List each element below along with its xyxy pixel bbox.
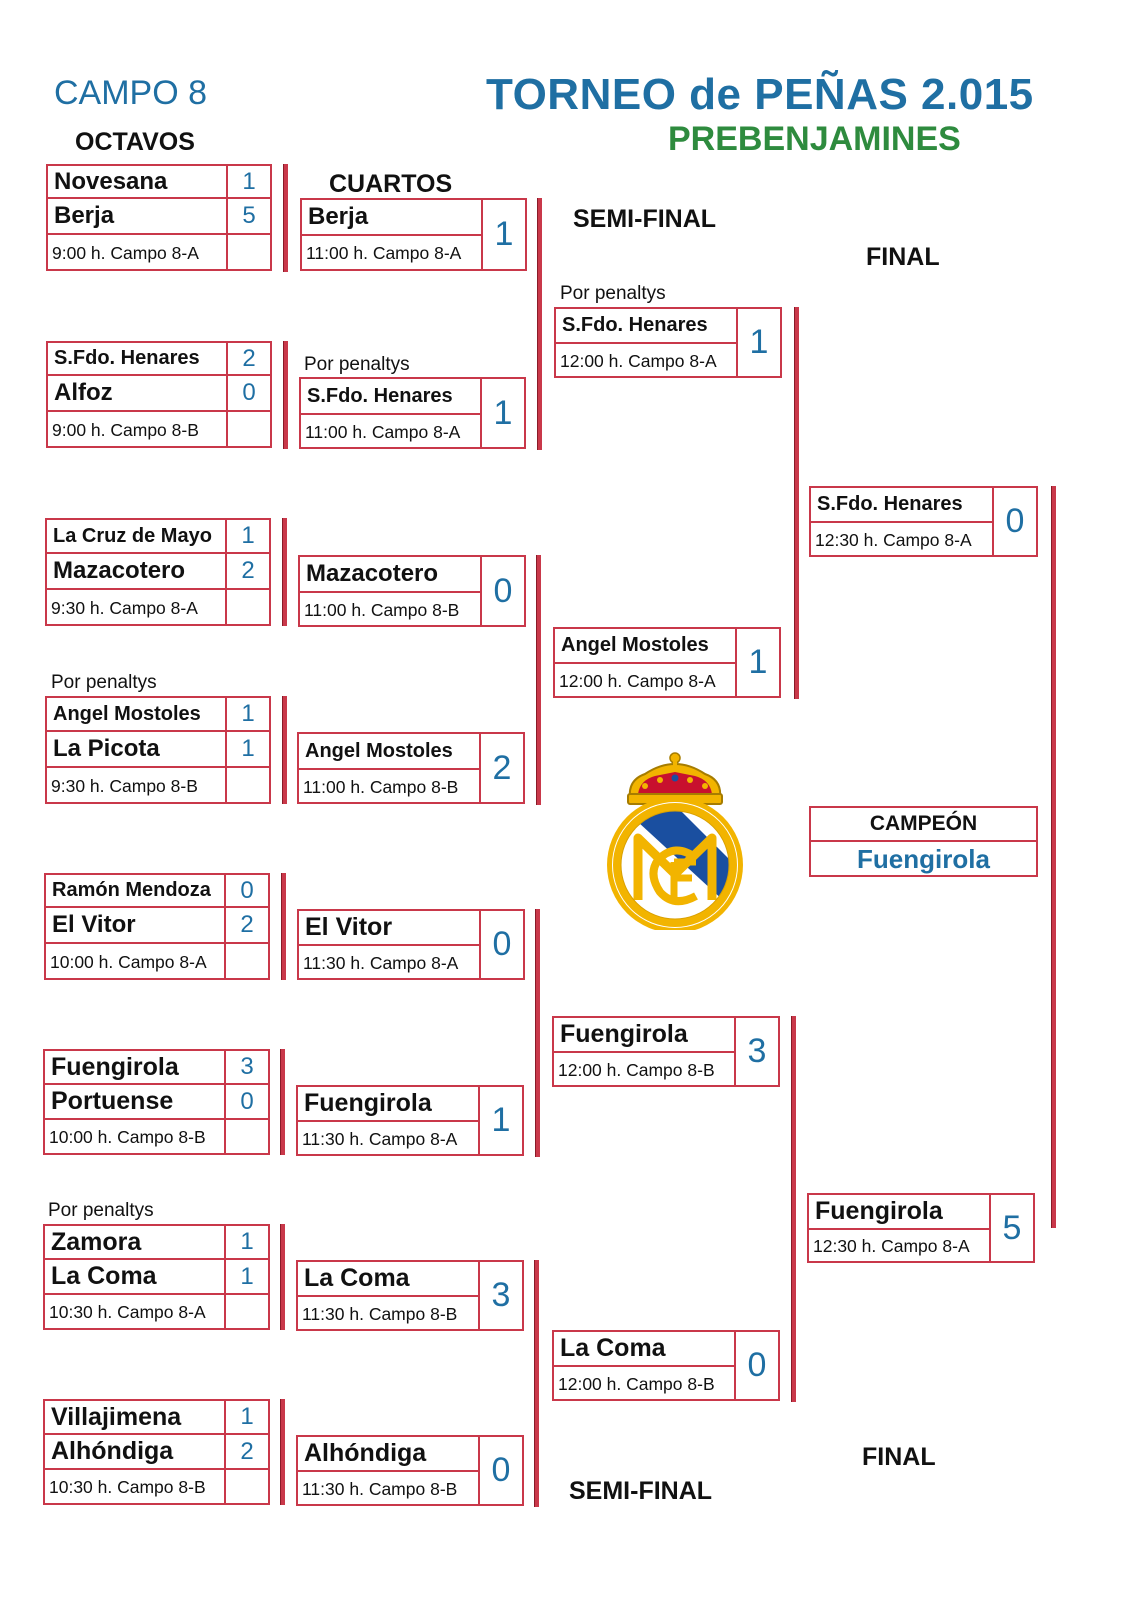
octavos-match [43,1049,270,1155]
empty-cell [225,590,269,626]
team-name: Alhóndiga [304,1439,427,1467]
cuartos-match [296,1085,524,1156]
team-name: La Cruz de Mayo [53,524,212,547]
team-name: Alhóndiga [51,1437,174,1465]
match-time: 12:00 h. Campo 8-A [559,670,716,691]
team-score: 0 [224,875,268,906]
bracket-connector [280,1399,285,1505]
penalty-note: Por penaltys [304,354,410,375]
empty-cell [225,768,269,804]
bracket-connector [535,909,540,1157]
match-team-row [809,1195,989,1230]
team-name: Berja [308,203,369,230]
final-match [807,1193,1035,1263]
team-score: 5 [989,1195,1033,1261]
team-name: La Coma [560,1334,666,1362]
match-time: 9:00 h. Campo 8-B [52,419,199,440]
match-time-row [45,1295,268,1330]
match-time-row [555,664,735,698]
team-name: Fuengirola [815,1197,943,1225]
match-time-row [299,946,479,980]
team-name: El Vitor [52,911,136,938]
penalty-note: Por penaltys [48,1200,154,1221]
semi-match [552,1016,780,1087]
match-time-row [554,1367,734,1401]
bracket-connector [794,307,799,699]
team-score: 3 [734,1018,778,1085]
bracket-connector [281,873,286,980]
bracket-connector [283,341,288,449]
match-time-row [45,1120,268,1155]
team-name: Ramón Mendoza [52,879,211,901]
octavos-match [43,1224,270,1330]
team-name: S.Fdo. Henares [817,493,963,515]
match-team-row [555,629,735,664]
match-time: 10:00 h. Campo 8-B [49,1127,206,1147]
team-score: 1 [480,379,524,447]
match-time: 12:00 h. Campo 8-B [558,1059,715,1080]
match-team-row [300,557,480,593]
match-team-row [299,734,479,770]
team-name: La Picota [53,735,160,762]
empty-cell [226,412,270,448]
match-time: 12:30 h. Campo 8-A [815,529,972,550]
team-name: Mazacotero [306,560,439,587]
match-team-row [45,1085,268,1120]
octavos-match [43,1399,270,1505]
champion-box [809,806,1038,877]
match-team-row [298,1437,478,1472]
match-team-row [47,520,269,554]
semi-match [553,627,781,698]
team-name: Villajimena [51,1402,182,1431]
match-time: 11:00 h. Campo 8-B [304,599,460,620]
match-team-row [45,1435,268,1470]
match-team-row [46,875,268,908]
round-label-final-top: FINAL [866,243,940,271]
team-score: 1 [226,166,270,197]
match-time-row [811,523,992,557]
cuartos-match [300,198,527,271]
team-score: 1 [478,1087,522,1154]
match-team-row [554,1018,734,1053]
team-name: Mazacotero [53,557,186,584]
match-time: 11:00 h. Campo 8-B [303,776,459,797]
match-time: 12:30 h. Campo 8-A [813,1236,970,1256]
round-label-cuartos: CUARTOS [329,170,453,198]
penalty-note: Por penaltys [51,672,157,693]
real-madrid-crest-icon [600,750,750,930]
team-name: La Coma [304,1264,410,1292]
match-time-row [809,1230,989,1263]
match-time: 11:30 h. Campo 8-A [302,1128,458,1149]
team-name: Angel Mostoles [305,739,453,762]
match-team-row [811,488,992,523]
match-team-row [299,911,479,946]
match-time: 10:00 h. Campo 8-A [50,951,207,972]
page-subtitle: PREBENJAMINES [668,120,961,158]
bracket-connector [283,164,288,272]
team-score: 3 [224,1051,268,1083]
match-team-row [48,166,270,199]
match-team-row [45,1051,268,1085]
match-team-row [298,1262,478,1297]
cuartos-match [297,732,525,804]
penalty-note: Por penaltys [560,283,666,304]
match-team-row [48,343,270,376]
team-score: 3 [478,1262,522,1329]
match-time-row [46,944,268,980]
match-team-row [47,732,269,768]
team-score: 2 [225,554,269,588]
round-label-final-bottom: FINAL [862,1443,936,1471]
team-score: 1 [225,520,269,552]
match-time-row [298,1297,478,1331]
team-name: Angel Mostoles [53,702,201,725]
match-team-row [45,1401,268,1435]
octavos-match [45,696,271,804]
match-team-row [554,1332,734,1367]
bracket-connector [282,696,287,804]
round-label-semi-top: SEMI-FINAL [573,205,717,233]
bracket-connector [1051,486,1056,1228]
match-time-row [300,593,480,627]
team-name: Zamora [51,1227,142,1256]
match-time: 11:00 h. Campo 8-A [305,421,461,442]
team-score: 1 [481,200,525,269]
team-score: 1 [735,629,779,696]
round-label-octavos: OCTAVOS [75,128,195,156]
team-name: S.Fdo. Henares [562,314,708,336]
cuartos-match [297,909,525,980]
bracket-connector [534,1260,539,1507]
match-time-row [47,768,269,804]
empty-cell [226,235,270,271]
match-time: 9:00 h. Campo 8-A [52,242,199,263]
match-team-row [46,908,268,944]
match-team-row [556,309,736,344]
match-time-row [554,1053,734,1087]
match-time: 10:30 h. Campo 8-A [49,1302,206,1322]
team-score: 2 [479,734,523,802]
crown-icon [628,753,722,804]
team-score: 2 [226,343,270,374]
match-time-row [301,415,480,449]
match-team-row [47,554,269,590]
match-time-row [47,590,269,626]
octavos-match [44,873,270,980]
match-team-row [298,1087,478,1122]
match-team-row [45,1226,268,1260]
match-time-row [48,235,270,271]
team-name: El Vitor [305,913,393,941]
bracket-connector [280,1049,285,1155]
bracket-connector [537,198,542,450]
cuartos-match [296,1435,524,1506]
cuartos-match [296,1260,524,1331]
semi-match [552,1330,780,1401]
team-score: 5 [226,199,270,233]
match-time: 12:00 h. Campo 8-A [560,350,717,371]
round-label-semi-bottom: SEMI-FINAL [569,1477,713,1505]
match-time: 12:00 h. Campo 8-B [558,1373,715,1394]
match-time: 10:30 h. Campo 8-B [49,1477,206,1497]
octavos-match [46,341,272,448]
semi-match [554,307,782,378]
team-score: 0 [478,1437,522,1504]
team-score: 1 [224,1226,268,1258]
team-score: 1 [224,1401,268,1433]
match-team-row [301,379,480,415]
empty-cell [224,944,268,980]
match-time-row [48,412,270,448]
team-name: Berja [54,202,115,229]
field-label: CAMPO 8 [54,74,208,112]
cuartos-match [298,555,526,627]
bracket-connector [791,1016,796,1402]
team-score: 0 [734,1332,778,1399]
team-score: 0 [224,1085,268,1118]
team-score: 2 [224,908,268,942]
match-time-row [45,1470,268,1505]
bracket-connector [282,518,287,626]
octavos-match [45,518,271,626]
empty-cell [224,1120,268,1155]
team-name: Angel Mostoles [561,634,709,656]
page-title: TORNEO de PEÑAS 2.015 [486,70,1034,119]
match-time-row [556,344,736,378]
bracket-connector [280,1224,285,1330]
octavos-match [46,164,272,271]
team-score: 0 [226,376,270,410]
team-score: 1 [225,698,269,730]
champion-team: Fuengirola [857,844,990,874]
empty-cell [224,1295,268,1330]
match-time: 11:00 h. Campo 8-A [306,243,462,263]
match-time-row [298,1472,478,1506]
team-name: Portuense [51,1087,174,1115]
team-name: Fuengirola [51,1052,179,1081]
team-name: Fuengirola [560,1020,688,1048]
match-time: 9:30 h. Campo 8-A [51,597,198,618]
match-team-row [48,199,270,235]
match-time-row [299,770,479,804]
match-time-row [302,236,481,271]
team-name: Novesana [54,167,168,195]
empty-cell [224,1470,268,1505]
match-time-row [298,1122,478,1156]
team-score: 1 [736,309,780,376]
match-team-row [47,698,269,732]
team-name: S.Fdo. Henares [307,384,453,407]
team-name: La Coma [51,1262,157,1290]
match-time: 9:30 h. Campo 8-B [51,775,198,796]
match-team-row [45,1260,268,1295]
champion-label: CAMPEÓN [811,808,1036,842]
team-score: 0 [992,488,1036,555]
bracket-connector [536,555,541,805]
match-team-row [48,376,270,412]
team-score: 0 [479,911,523,978]
match-team-row [302,200,481,236]
match-time: 11:30 h. Campo 8-B [302,1478,458,1499]
cuartos-match [299,377,526,449]
team-score: 1 [225,732,269,766]
team-score: 2 [224,1435,268,1468]
final-match [809,486,1038,557]
team-name: S.Fdo. Henares [54,347,200,369]
team-score: 0 [480,557,524,625]
team-name: Fuengirola [304,1089,432,1117]
match-time: 11:30 h. Campo 8-B [302,1303,458,1324]
team-score: 1 [224,1260,268,1293]
match-time: 11:30 h. Campo 8-A [303,952,459,973]
team-name: Alfoz [54,379,113,406]
